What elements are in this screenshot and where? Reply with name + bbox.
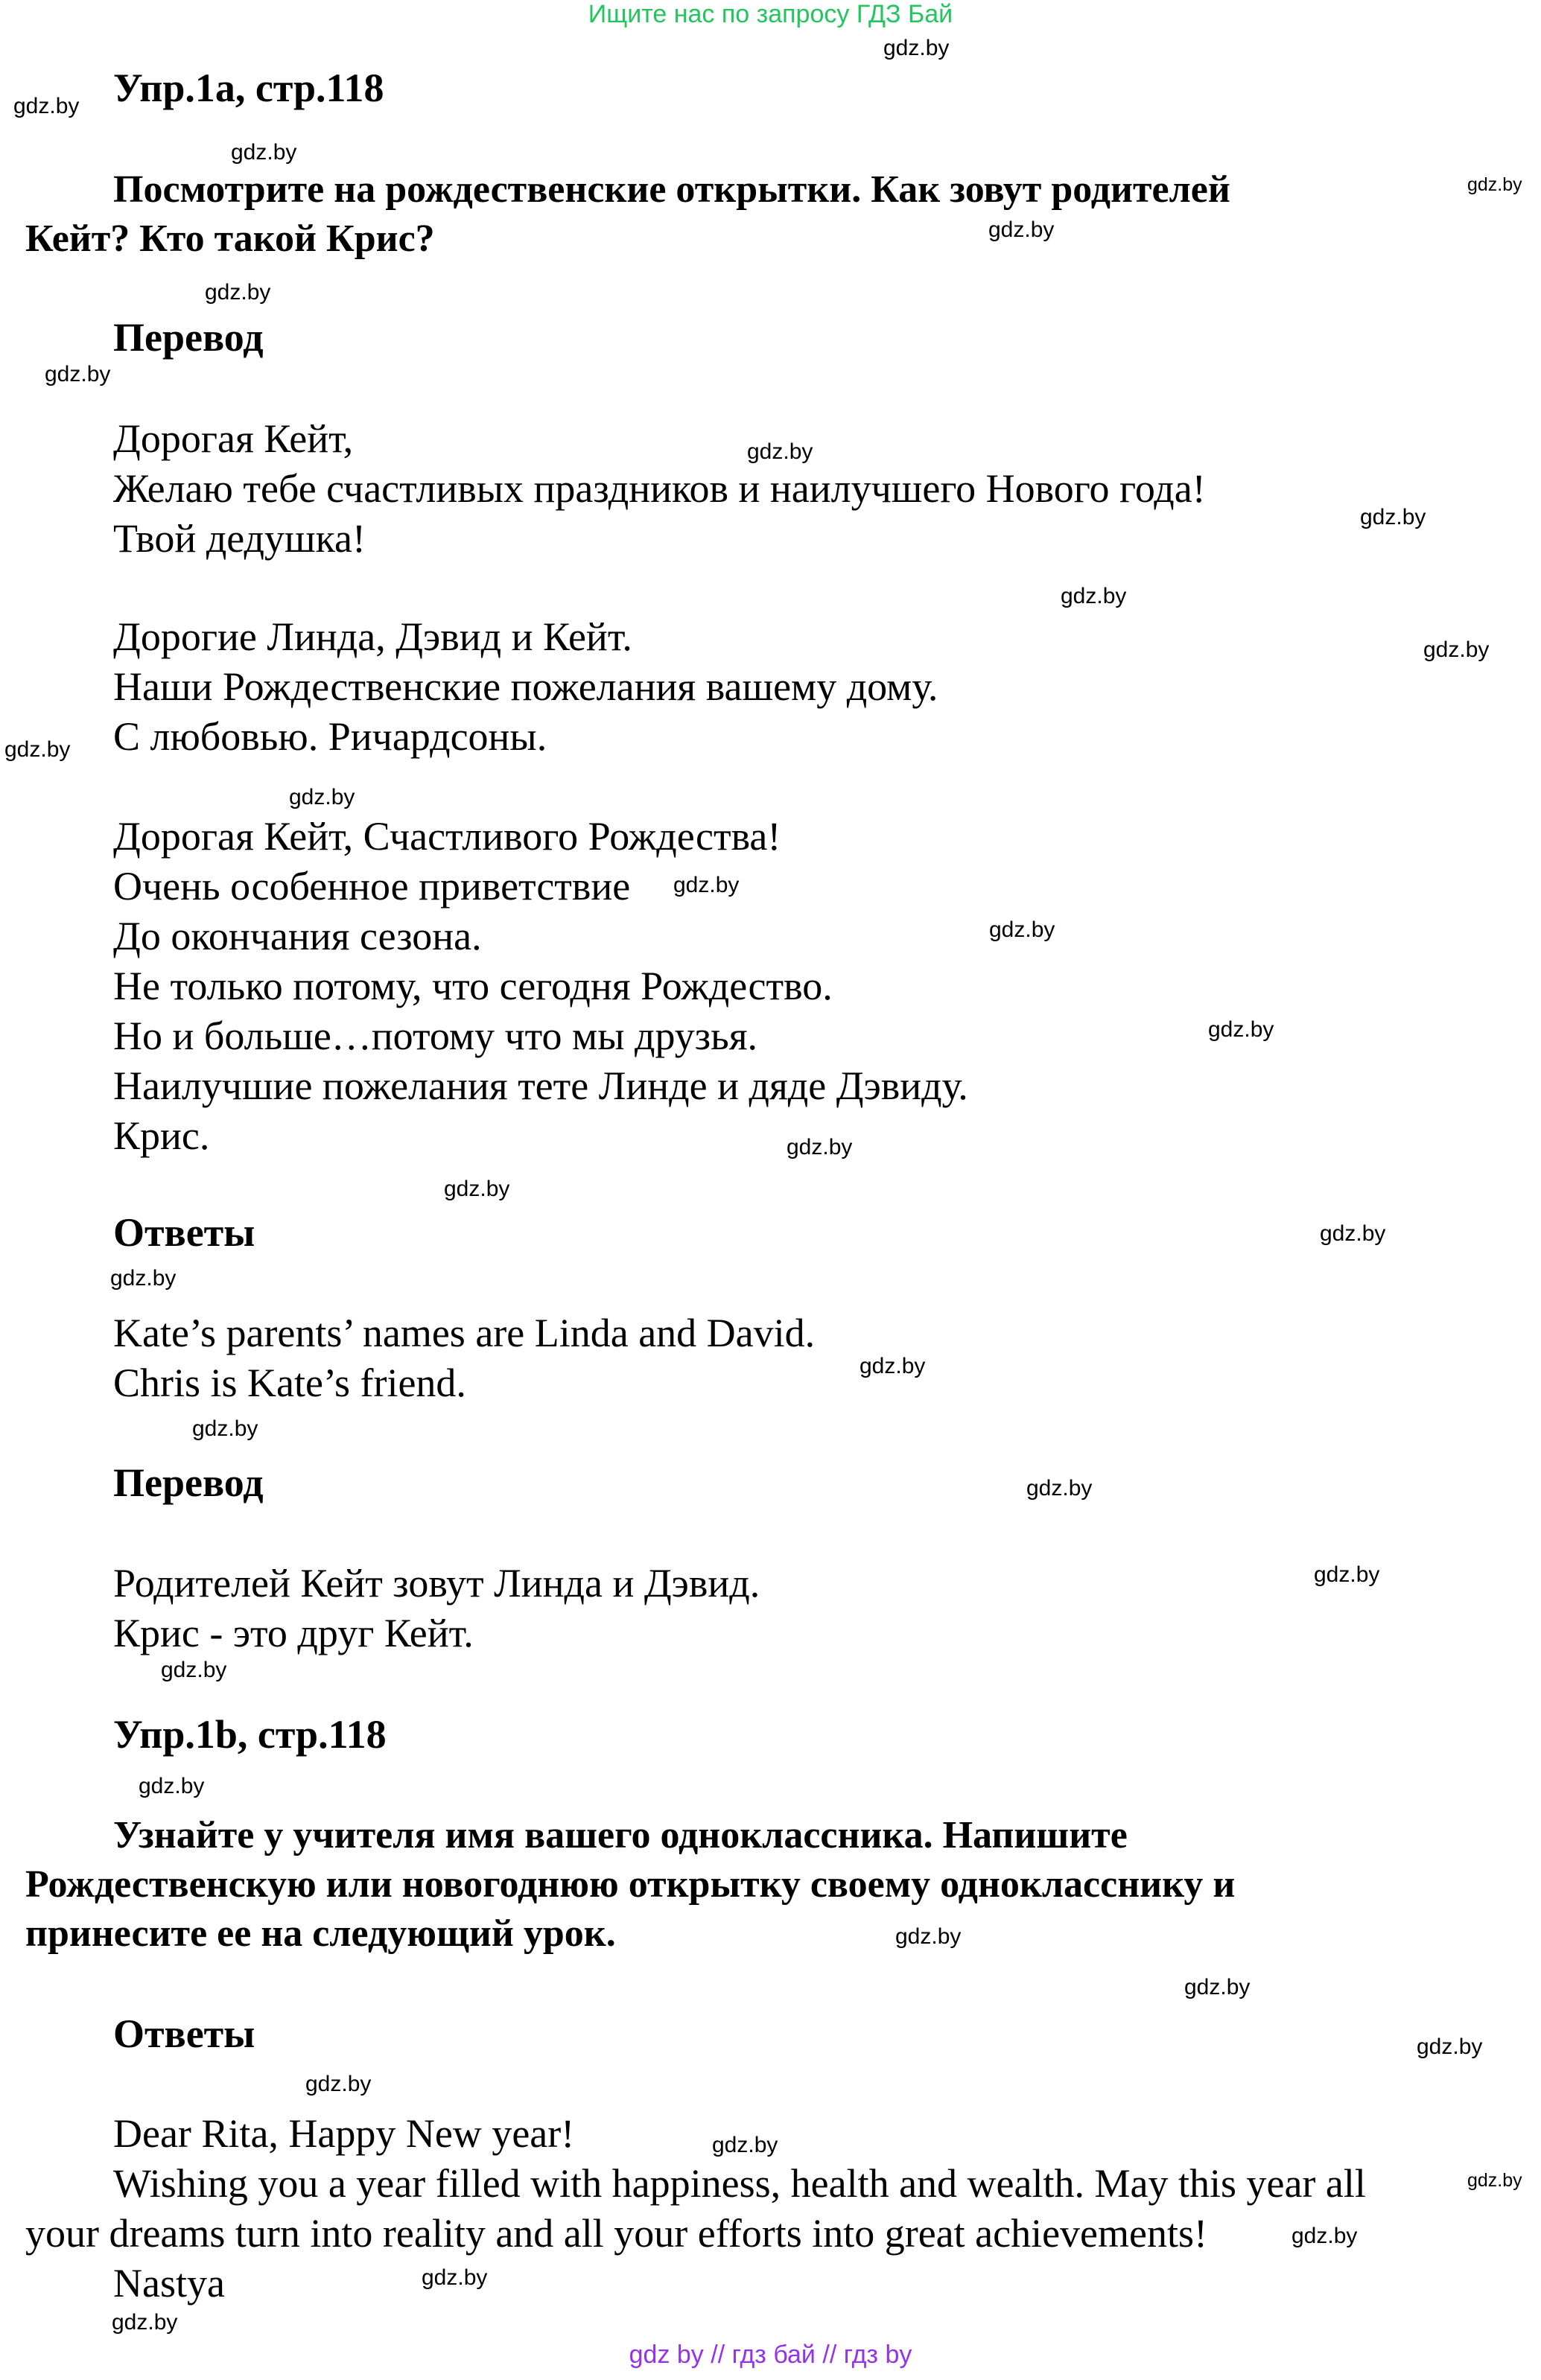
letter-line: Dear Rita, Happy New year! (113, 2111, 575, 2156)
card-line: Дорогая Кейт, Счастливого Рождества! (113, 814, 781, 859)
exercise-1b-task (25, 1811, 1472, 1959)
watermark: gdz.by (1467, 2170, 1522, 2191)
answer-translation-line: Родителей Кейт зовут Линда и Дэвид. (113, 1561, 760, 1606)
watermark: gdz.by (673, 873, 740, 897)
watermark: gdz.by (112, 2310, 178, 2335)
card-line: Но и больше…потому что мы друзья. (113, 1014, 758, 1058)
watermark: gdz.by (422, 2265, 488, 2290)
answer-translation-line: Крис - это друг Кейт. (113, 1611, 474, 1655)
exercise-1a-title: Упр.1a, стр.118 (113, 66, 384, 110)
card-1-translation (113, 414, 1206, 564)
watermark: gdz.by (161, 1658, 227, 1682)
watermark: gdz.by (1026, 1476, 1093, 1501)
watermark: gdz.by (1061, 584, 1127, 608)
letter-signature (113, 2259, 225, 2309)
watermark: gdz.by (13, 94, 80, 118)
task-line: принесите ее на следующий урок. (25, 1912, 616, 1955)
search-hint-link[interactable]: Ищите нас по запросу ГДЗ Бай (588, 0, 953, 28)
card-2-translation (113, 612, 938, 762)
watermark: gdz.by (1467, 174, 1522, 195)
card-line: Не только потому, что сегодня Рождество. (113, 964, 833, 1008)
card-line: Твой дедушка! (113, 516, 366, 561)
watermark: gdz.by (444, 1177, 510, 1201)
watermark: gdz.by (1417, 2034, 1483, 2059)
card-line: Наилучшие пожелания тете Линде и дяде Дэвиду. (113, 1063, 968, 1108)
footer-links[interactable]: gdz by // гдз бай // гдз by (629, 2341, 912, 2369)
watermark: gdz.by (1360, 505, 1426, 529)
watermark: gdz.by (289, 785, 355, 809)
watermark: gdz.by (231, 140, 297, 165)
watermark: gdz.by (747, 439, 813, 464)
answers-translation-heading: Перевод (113, 1460, 264, 1505)
watermark: gdz.by (305, 2072, 372, 2096)
answer-line: Kate’s parents’ names are Linda and David. (113, 1311, 816, 1355)
watermark: gdz.by (988, 217, 1055, 242)
card-line: С любовью. Ричардсоны. (113, 714, 547, 759)
signature-line: Nastya (113, 2261, 225, 2306)
card-line: Наши Рождественские пожелания вашему дому. (113, 664, 938, 709)
exercise-1a-task (25, 165, 1472, 264)
card-line: Дорогая Кейт, (113, 416, 354, 461)
card-line: Дорогие Линда, Дэвид и Кейт. (113, 614, 632, 659)
watermark: gdz.by (883, 36, 950, 60)
translation-heading: Перевод (113, 315, 264, 360)
answer-line: Chris is Kate’s friend. (113, 1361, 466, 1405)
letter-line: Wishing you a year filled with happiness, health and wealth. May this year all (113, 2161, 1366, 2206)
watermark: gdz.by (110, 1266, 177, 1291)
card-line: Желаю тебе счастливых праздников и наилучшего Нового года! (113, 466, 1206, 511)
task-line: Узнайте у учителя имя вашего одноклассника. Напишите (113, 1814, 1128, 1856)
watermark: gdz.by (712, 2133, 778, 2157)
card-line: До окончания сезона. (113, 914, 482, 958)
task-line: Посмотрите на рождественские открытки. Как зовут родителей (113, 168, 1230, 211)
watermark: gdz.by (989, 917, 1055, 942)
card-line: Очень особенное приветствие (113, 864, 631, 909)
watermark: gdz.by (895, 1924, 962, 1949)
letter-line: your dreams turn into reality and all your efforts into great achievements! (25, 2211, 1207, 2256)
watermark: gdz.by (4, 737, 71, 762)
answers-heading: Ответы (113, 1210, 255, 1255)
watermark: gdz.by (1314, 1562, 1380, 1587)
watermark: gdz.by (1320, 1221, 1386, 1246)
watermark: gdz.by (1208, 1017, 1274, 1042)
card-3-translation (113, 812, 968, 1161)
watermark: gdz.by (1291, 2224, 1358, 2248)
card-line: Крис. (113, 1113, 210, 1158)
task-line: Кейт? Кто такой Крис? (25, 217, 435, 260)
watermark: gdz.by (787, 1135, 853, 1159)
watermark: gdz.by (1184, 1975, 1251, 1999)
watermark: gdz.by (45, 362, 111, 386)
watermark: gdz.by (192, 1416, 258, 1441)
watermark: gdz.by (860, 1354, 926, 1378)
answers-block (113, 1308, 815, 1408)
exercise-1b-title: Упр.1b, стр.118 (113, 1712, 387, 1757)
letter-greeting (113, 2109, 574, 2159)
letter-body (25, 2159, 1472, 2259)
watermark: gdz.by (139, 1774, 205, 1798)
answers-translation-block (113, 1559, 760, 1658)
answers-heading-1b: Ответы (113, 2011, 255, 2056)
watermark: gdz.by (205, 280, 271, 305)
task-line: Рождественскую или новогоднюю открытку своему однокласснику и (25, 1863, 1236, 1906)
watermark: gdz.by (1423, 637, 1490, 662)
